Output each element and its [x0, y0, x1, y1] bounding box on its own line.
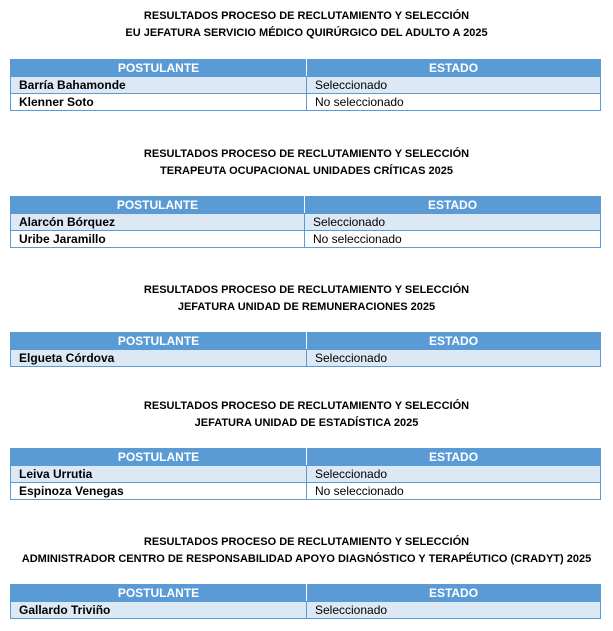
column-header-estado: ESTADO	[307, 585, 601, 602]
postulante-cell: Gallardo Triviño	[11, 602, 307, 619]
column-header-postulante: POSTULANTE	[11, 585, 307, 602]
section-title-line1: RESULTADOS PROCESO DE RECLUTAMIENTO Y SELECCIÓN	[143, 284, 470, 296]
postulante-cell: Barría Bahamonde	[11, 77, 307, 94]
column-header-estado: ESTADO	[307, 333, 601, 350]
postulante-cell: Elgueta Córdova	[11, 350, 307, 367]
results-table	[10, 59, 601, 111]
results-table	[10, 584, 601, 619]
section-title-line2: JEFATURA UNIDAD DE REMUNERACIONES 2025	[177, 301, 436, 313]
column-header-estado: ESTADO	[305, 197, 601, 214]
table-header-row	[11, 197, 601, 214]
section-title-line2: TERAPEUTA OCUPACIONAL UNIDADES CRÍTICAS 2025	[160, 165, 453, 177]
postulante-cell: Espinoza Venegas	[11, 483, 307, 500]
results-table	[10, 332, 601, 367]
column-header-estado: ESTADO	[307, 449, 601, 466]
estado-cell: Seleccionado	[307, 77, 601, 94]
table-header-row	[11, 333, 601, 350]
section-title-line1: RESULTADOS PROCESO DE RECLUTAMIENTO Y SELECCIÓN	[143, 536, 470, 548]
table-row	[11, 94, 601, 111]
postulante-cell: Klenner Soto	[11, 94, 307, 111]
table-row	[11, 214, 601, 231]
estado-cell: Seleccionado	[305, 214, 601, 231]
postulante-cell: Uribe Jaramillo	[11, 231, 305, 248]
section-title-line1: RESULTADOS PROCESO DE RECLUTAMIENTO Y SELECCIÓN	[143, 148, 470, 160]
table-row	[11, 483, 601, 500]
postulante-cell: Alarcón Bórquez	[11, 214, 305, 231]
estado-cell: No seleccionado	[307, 94, 601, 111]
table-row	[11, 602, 601, 619]
table-row	[11, 77, 601, 94]
results-table	[10, 448, 601, 500]
estado-cell: Seleccionado	[307, 602, 601, 619]
section-title-line1: RESULTADOS PROCESO DE RECLUTAMIENTO Y SELECCIÓN	[143, 400, 470, 412]
section-title	[0, 534, 613, 568]
table-header-row	[11, 60, 601, 77]
section-title	[0, 398, 613, 432]
column-header-estado: ESTADO	[307, 60, 601, 77]
section-title	[0, 146, 613, 180]
section-title-line2: ADMINISTRADOR CENTRO DE RESPONSABILIDAD APOYO DIAGNÓSTICO Y TERAPÉUTICO (CRADYT) 2025	[21, 553, 592, 565]
section-title-line1: RESULTADOS PROCESO DE RECLUTAMIENTO Y SELECCIÓN	[143, 10, 470, 22]
column-header-postulante: POSTULANTE	[11, 449, 307, 466]
table-row	[11, 350, 601, 367]
table-row	[11, 231, 601, 248]
estado-cell: No seleccionado	[307, 483, 601, 500]
postulante-cell: Leiva Urrutia	[11, 466, 307, 483]
section-title	[0, 282, 613, 316]
table-row	[11, 466, 601, 483]
table-header-row	[11, 585, 601, 602]
results-table	[10, 196, 601, 248]
column-header-postulante: POSTULANTE	[11, 60, 307, 77]
column-header-postulante: POSTULANTE	[11, 333, 307, 350]
section-title-line2: EU JEFATURA SERVICIO MÉDICO QUIRÚRGICO DEL ADULTO A 2025	[125, 27, 488, 39]
estado-cell: No seleccionado	[305, 231, 601, 248]
section-title	[0, 8, 613, 42]
column-header-postulante: POSTULANTE	[11, 197, 305, 214]
estado-cell: Seleccionado	[307, 466, 601, 483]
table-header-row	[11, 449, 601, 466]
section-title-line2: JEFATURA UNIDAD DE ESTADÍSTICA 2025	[194, 417, 419, 429]
estado-cell: Seleccionado	[307, 350, 601, 367]
